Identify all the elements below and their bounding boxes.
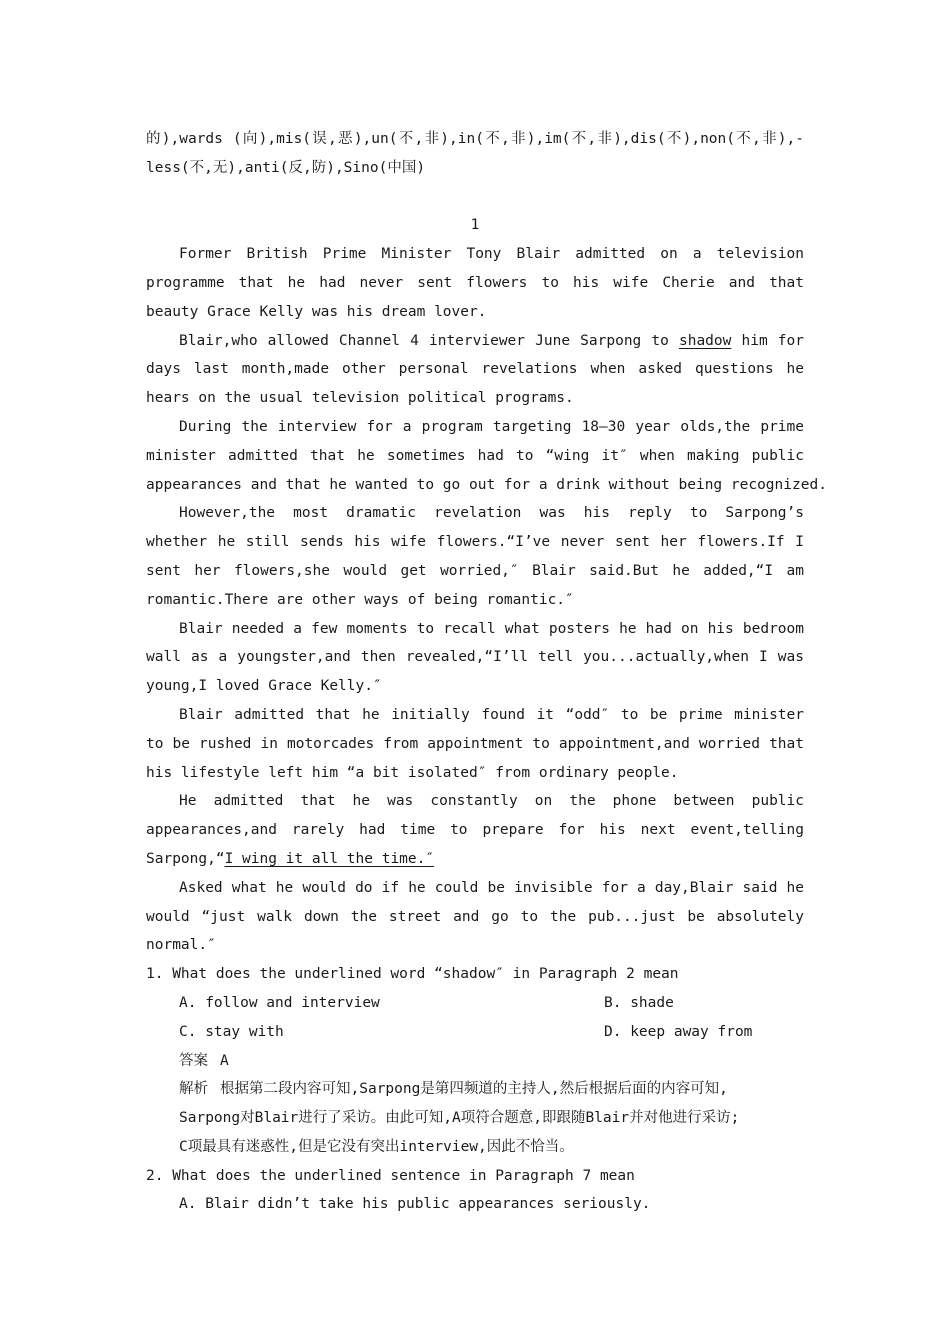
option-b: B. shade bbox=[604, 994, 674, 1011]
paragraph-6 bbox=[146, 701, 804, 787]
text-line: whether he still sends his wife flowers.“I’ve never sent her flowers.If I bbox=[146, 534, 804, 551]
option-a: A. Blair didn’t take his public appearances seriously. bbox=[179, 1196, 651, 1213]
underlined-sentence: I wing it all the time.″ bbox=[224, 850, 435, 867]
underlined-word-shadow: shadow bbox=[678, 332, 732, 349]
text-line: sent her flowers,she would get worried,″ Blair said.But he added,“I am bbox=[146, 562, 804, 579]
intro-line-2: less(不,无),anti(反,防),Sino(中国) bbox=[146, 159, 426, 176]
text-line: Asked what he would do if he could be invisible for a day,Blair said he bbox=[179, 879, 804, 896]
text-line: appearances and that he wanted to go out for a drink without being recognized. bbox=[146, 476, 827, 493]
text-line: Blair,who allowed Channel 4 interviewer June Sarpong to shadow him for bbox=[179, 332, 804, 349]
text-line: He admitted that he was constantly on the phone between public bbox=[179, 793, 804, 810]
text-line: programme that he had never sent flowers to his wife Cherie and that bbox=[146, 274, 804, 291]
text-line: Sarpong,“I wing it all the time.″ bbox=[146, 850, 435, 867]
analysis-line: Sarpong对Blair进行了采访。由此可知,A项符合题意,即跟随Blair并对他进行采访; bbox=[179, 1110, 740, 1127]
option-d: D. keep away from bbox=[604, 1023, 753, 1040]
document-page bbox=[146, 125, 827, 1219]
question-text: 1. What does the underlined word “shadow″ in Paragraph 2 mean bbox=[146, 966, 679, 983]
analysis-label: 解析 bbox=[179, 1081, 208, 1098]
text-line: Blair admitted that he initially found it “odd″ to be prime minister bbox=[179, 706, 804, 723]
text-line: hears on the usual television political programs. bbox=[146, 390, 574, 407]
text-line: normal.″ bbox=[146, 937, 216, 954]
question-text: 2. What does the underlined sentence in Paragraph 7 mean bbox=[146, 1167, 635, 1184]
text-line: appearances,and rarely had time to prepare for his next event,telling bbox=[146, 822, 804, 839]
paragraph-7 bbox=[146, 787, 804, 873]
paragraph-8 bbox=[146, 874, 804, 960]
text-line: would “just walk down the street and go to the pub...just be absolutely bbox=[146, 908, 804, 925]
text-line: During the interview for a program targeting 18—30 year olds,the prime bbox=[179, 418, 804, 435]
text-line: Former British Prime Minister Tony Blair admitted on a television bbox=[179, 246, 804, 263]
answer-value: A bbox=[220, 1052, 229, 1069]
text-line: to be rushed in motorcades from appointment to appointment,and worried that bbox=[146, 735, 804, 752]
text-line: Blair needed a few moments to recall what posters he had on his bedroom bbox=[179, 620, 804, 637]
text-line: However,the most dramatic revelation was his reply to Sarpong’s bbox=[179, 505, 804, 522]
intro-line-1: 的),wards (向),mis(误,恶),un(不,非),in(不,非),im(不,非),dis(不),non(不,非),- bbox=[146, 131, 804, 147]
options-row bbox=[146, 1018, 804, 1047]
option-a: A. follow and interview bbox=[179, 994, 380, 1011]
text-line: wall as a youngster,and then revealed,“I’ll tell you...actually,when I was bbox=[146, 649, 804, 666]
text-line: minister admitted that he sometimes had to “wing it″ when making public bbox=[146, 447, 804, 464]
paragraph-1 bbox=[146, 240, 804, 326]
text-line: days last month,made other personal revelations when asked questions he bbox=[146, 361, 804, 378]
question-1 bbox=[146, 960, 804, 1162]
text-line: his lifestyle left him “a bit isolated″ from ordinary people. bbox=[146, 764, 679, 781]
analysis-line: 解析 根据第二段内容可知,Sarpong是第四频道的主持人,然后根据后面的内容可知, bbox=[179, 1081, 728, 1098]
options-row bbox=[146, 989, 804, 1018]
answer-line bbox=[146, 1047, 804, 1076]
paragraph-4 bbox=[146, 499, 804, 614]
paragraph-2 bbox=[146, 327, 804, 413]
text-line: beauty Grace Kelly was his dream lover. bbox=[146, 303, 487, 320]
question-2 bbox=[146, 1162, 804, 1220]
paragraph-3 bbox=[146, 413, 827, 499]
analysis-line: C项最具有迷惑性,但是它没有突出interview,因此不恰当。 bbox=[179, 1138, 574, 1155]
answer-label: 答案 bbox=[179, 1052, 208, 1069]
text-line: young,I loved Grace Kelly.″ bbox=[146, 678, 382, 695]
paragraph-5 bbox=[146, 615, 804, 701]
section-number: 1 bbox=[470, 217, 480, 234]
option-c: C. stay with bbox=[179, 1023, 284, 1040]
text-line: romantic.There are other ways of being romantic.″ bbox=[146, 591, 574, 608]
